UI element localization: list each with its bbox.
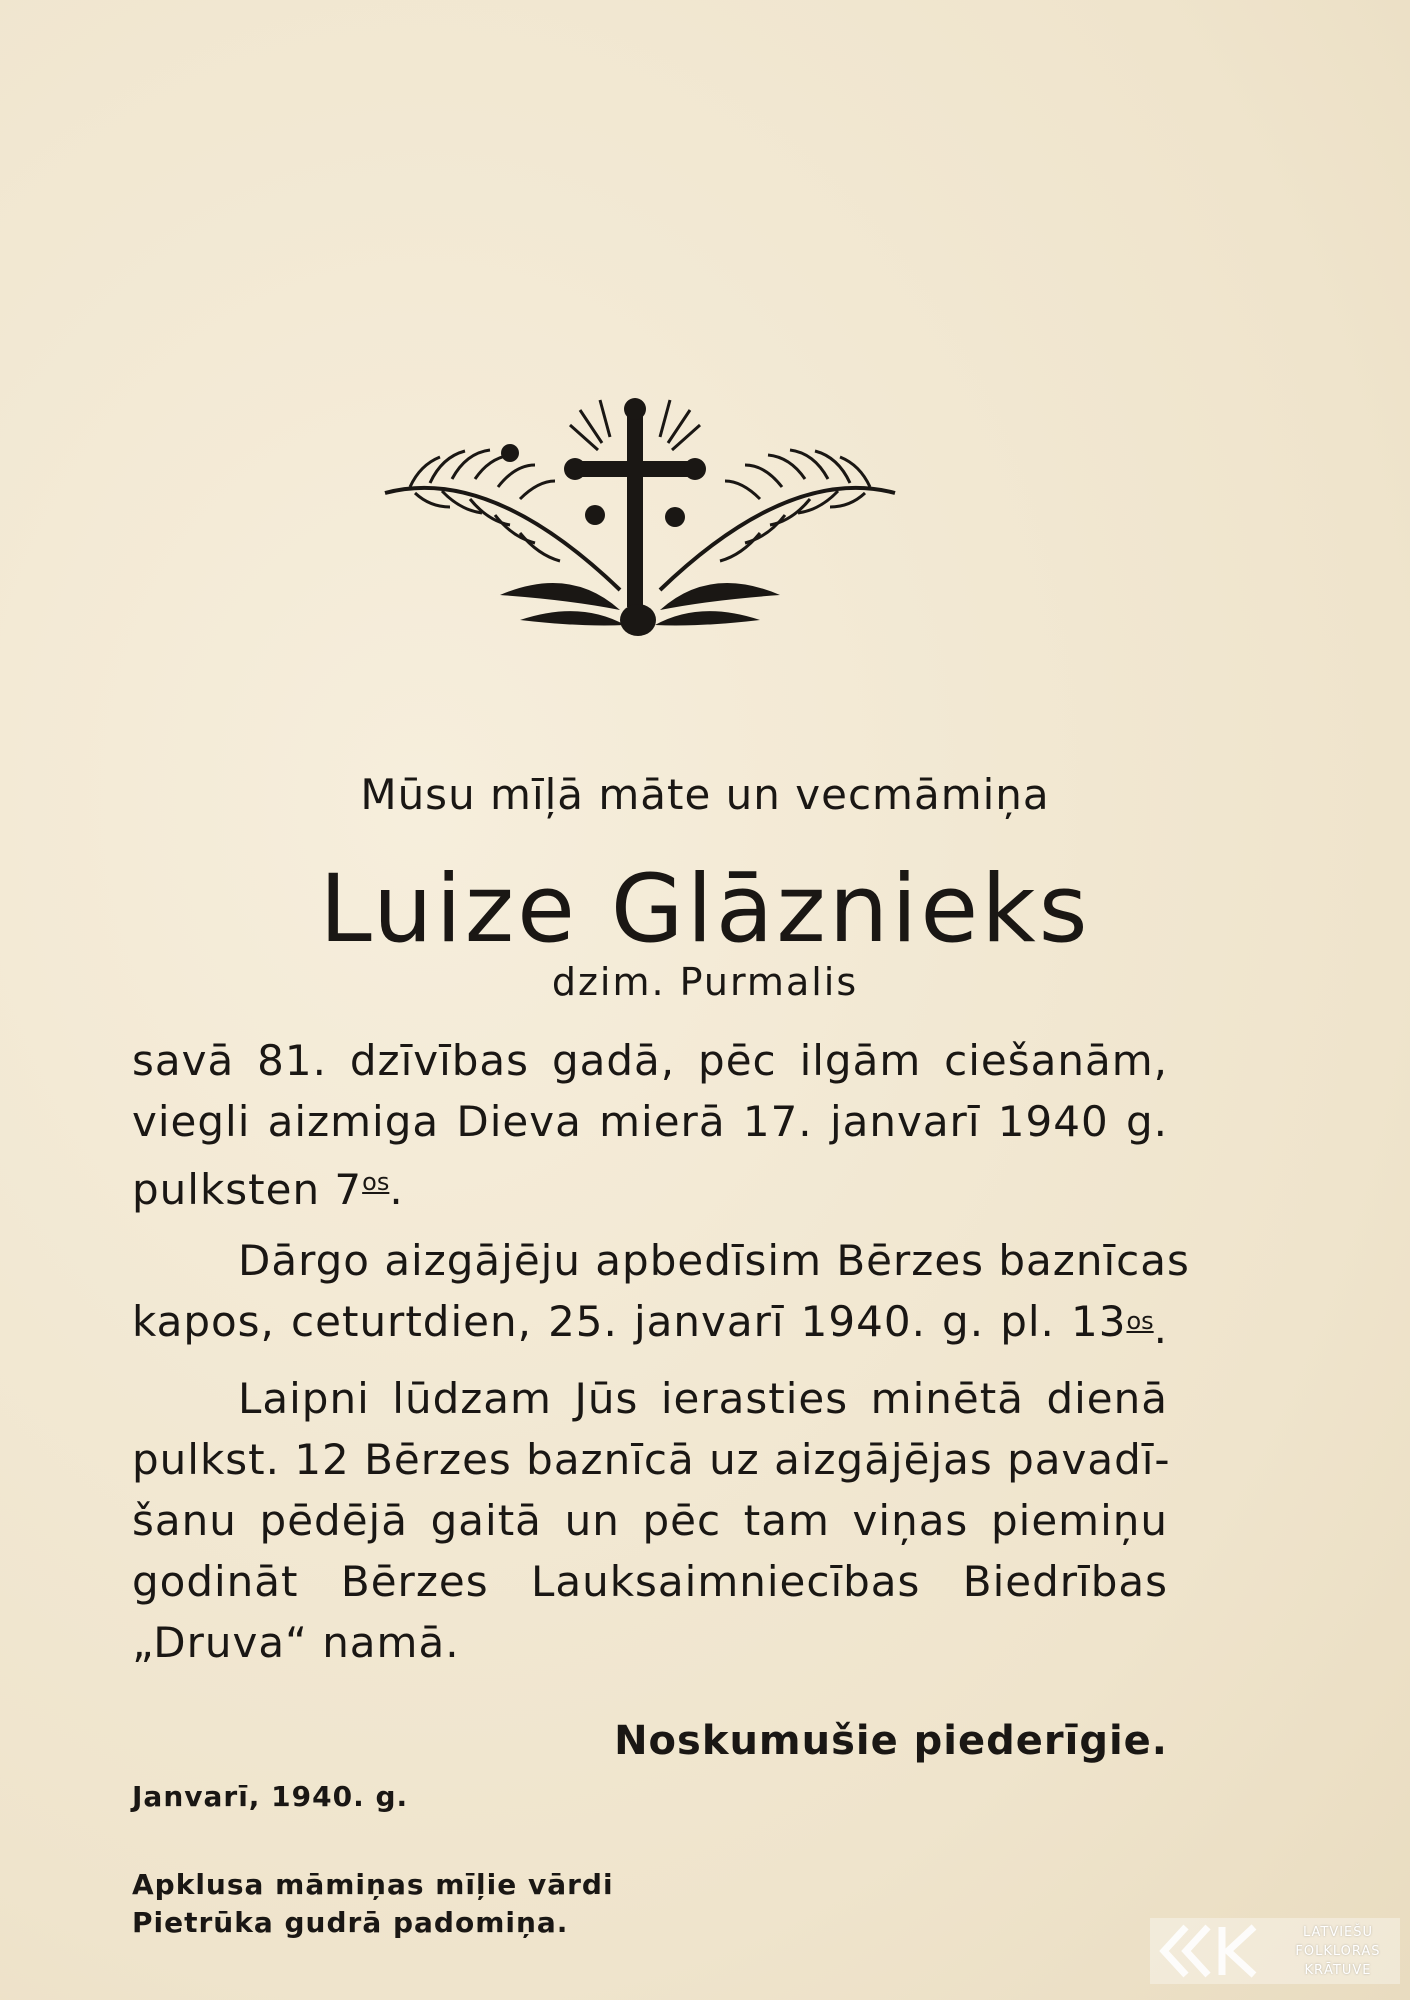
time-superscript: os	[362, 1168, 390, 1196]
cross-with-palm-branches-icon	[370, 395, 910, 640]
paragraph1-line1: savā 81. dzīvības gadā, pēc ilgām ciešanām,	[132, 1036, 1168, 1085]
deceased-name: Luize Glāznieks	[319, 855, 1091, 964]
paragraph2-line1: Dārgo aizgājēju apbedīsim Bērzes baznīcas	[238, 1236, 1190, 1285]
archive-name-line3: KRĀTUVE	[1304, 1963, 1372, 1978]
paragraph3-line5: „Druva“ namā.	[132, 1618, 460, 1667]
burial-date-text: kapos, ceturtdien, 25. janvarī 1940. g. pl. 13	[132, 1297, 1127, 1346]
archive-name	[1282, 1923, 1394, 1980]
burial-time-superscript: os	[1126, 1307, 1154, 1335]
archive-logo-icon	[1156, 1923, 1266, 1979]
time-text: pulksten 7	[132, 1165, 363, 1214]
verse-line1: Apklusa māmiņas mīļie vārdi	[132, 1868, 614, 1901]
intro-line: Mūsu mīļā māte un vecmāmiņa	[360, 770, 1050, 819]
verse-line2: Pietrūka gudrā padomiņa.	[132, 1906, 569, 1939]
document-date: Janvarī, 1940. g.	[132, 1780, 409, 1813]
paragraph-death-notice	[132, 1030, 1168, 1220]
paragraph3-line4: godināt Bērzes Lauksaimniecības Biedrības	[132, 1557, 1168, 1606]
paragraph3-line3: šanu pēdējā gaitā un pēc tam viņas piemiņu	[132, 1496, 1168, 1545]
archive-watermark	[1150, 1918, 1400, 1984]
paragraph2-line2	[132, 1291, 1168, 1359]
memorial-verse	[132, 1866, 614, 1942]
paragraph3-line2: pulkst. 12 Bērzes baznīcā uz aizgājējas pavadī-	[132, 1435, 1171, 1484]
maiden-name: dzim. Purmalis	[551, 960, 859, 1004]
paragraph-invitation	[132, 1368, 1171, 1673]
archive-name-line2: FOLKLORAS	[1295, 1944, 1381, 1959]
paragraph1-line3: pulksten $7^{os}$.	[132, 1165, 404, 1214]
archive-name-line1: LATVIEŠU	[1302, 1925, 1374, 1940]
paragraph1-line2: viegli aizmiga Dieva mierā 17. janvarī 1940 g.	[132, 1097, 1168, 1146]
paragraph-burial	[132, 1230, 1190, 1359]
paragraph3-line1: Laipni lūdzam Jūs ierasties minētā dienā	[238, 1374, 1168, 1423]
signature: Noskumušie piederīgie.	[614, 1718, 1168, 1764]
burial-time-suffix: $^{os}$.	[1126, 1304, 1168, 1353]
